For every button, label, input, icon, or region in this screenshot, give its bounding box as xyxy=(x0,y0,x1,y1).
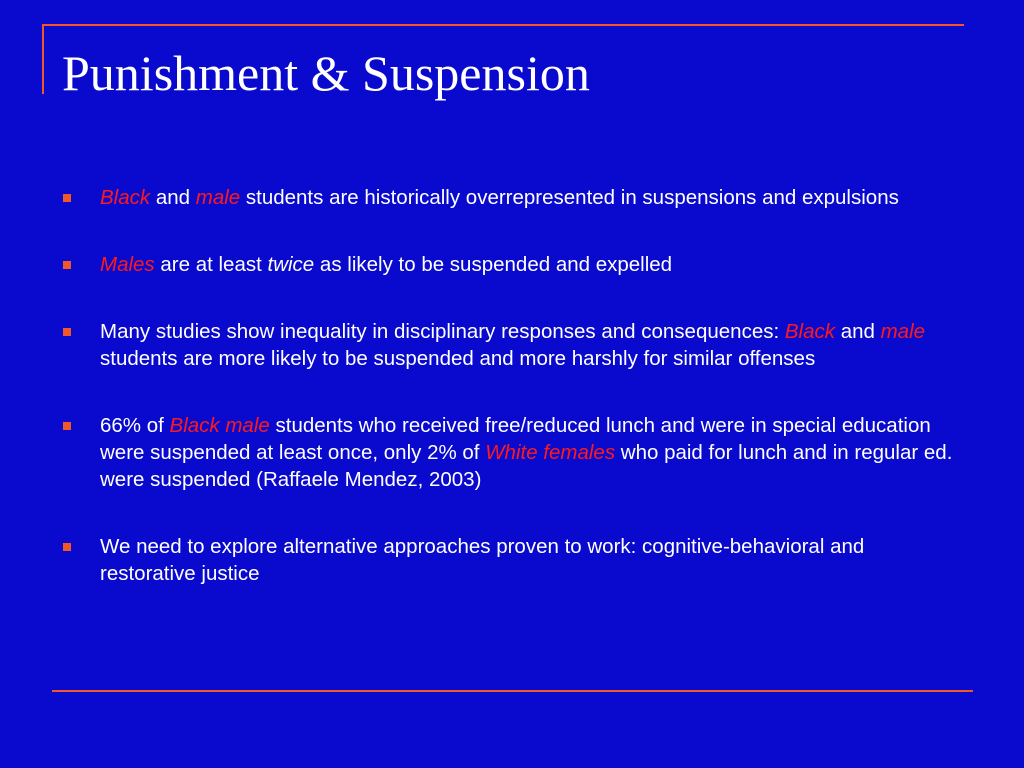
emphasis-text: White females xyxy=(485,441,616,464)
slide-title: Punishment & Suspension xyxy=(62,45,590,101)
emphasis-text: Black male xyxy=(169,414,270,437)
square-bullet-icon xyxy=(63,543,71,551)
bullet-text: who paid for lunch and in regular ed. were suspended (Raffaele Mendez, 2003) xyxy=(100,441,953,491)
bullet-text: Many studies show inequality in disciplinary responses and consequences: xyxy=(100,320,785,343)
bullet-text: and xyxy=(835,320,881,343)
square-bullet-icon xyxy=(63,194,71,202)
bullet-item xyxy=(62,533,962,587)
emphasis-text: male xyxy=(880,320,926,343)
bullet-text: and xyxy=(150,186,196,209)
bullet-text: We need to explore alternative approaches proven to work: cognitive-behavioral and restorative justice xyxy=(100,535,865,585)
bullet-text: students are more likely to be suspended and more harshly for similar offenses xyxy=(100,347,816,370)
emphasis-text: male xyxy=(195,186,241,209)
bullet-item xyxy=(62,412,962,493)
bullet-item xyxy=(62,184,962,211)
bottom-accent-rule xyxy=(52,690,973,692)
italic-text: twice xyxy=(267,253,315,276)
bullet-text: are at least xyxy=(154,253,268,276)
emphasis-text: Black xyxy=(100,186,151,209)
bullet-list xyxy=(62,184,962,587)
bullet-text: as likely to be suspended and expelled xyxy=(314,253,673,276)
emphasis-text: Males xyxy=(100,253,155,276)
bullet-text: 66% of xyxy=(100,414,170,437)
emphasis-text: Black xyxy=(784,320,835,343)
bullet-text: students are historically overrepresented in suspensions and expulsions xyxy=(240,186,899,209)
bullet-item xyxy=(62,318,962,372)
square-bullet-icon xyxy=(63,261,71,269)
square-bullet-icon xyxy=(63,422,71,430)
bullet-text: students who received free/reduced lunch and were in special education were suspended at least once, only 2% of xyxy=(100,414,931,464)
left-accent-rule xyxy=(42,24,44,94)
bullet-item xyxy=(62,251,962,278)
top-accent-rule xyxy=(42,24,964,26)
square-bullet-icon xyxy=(63,328,71,336)
